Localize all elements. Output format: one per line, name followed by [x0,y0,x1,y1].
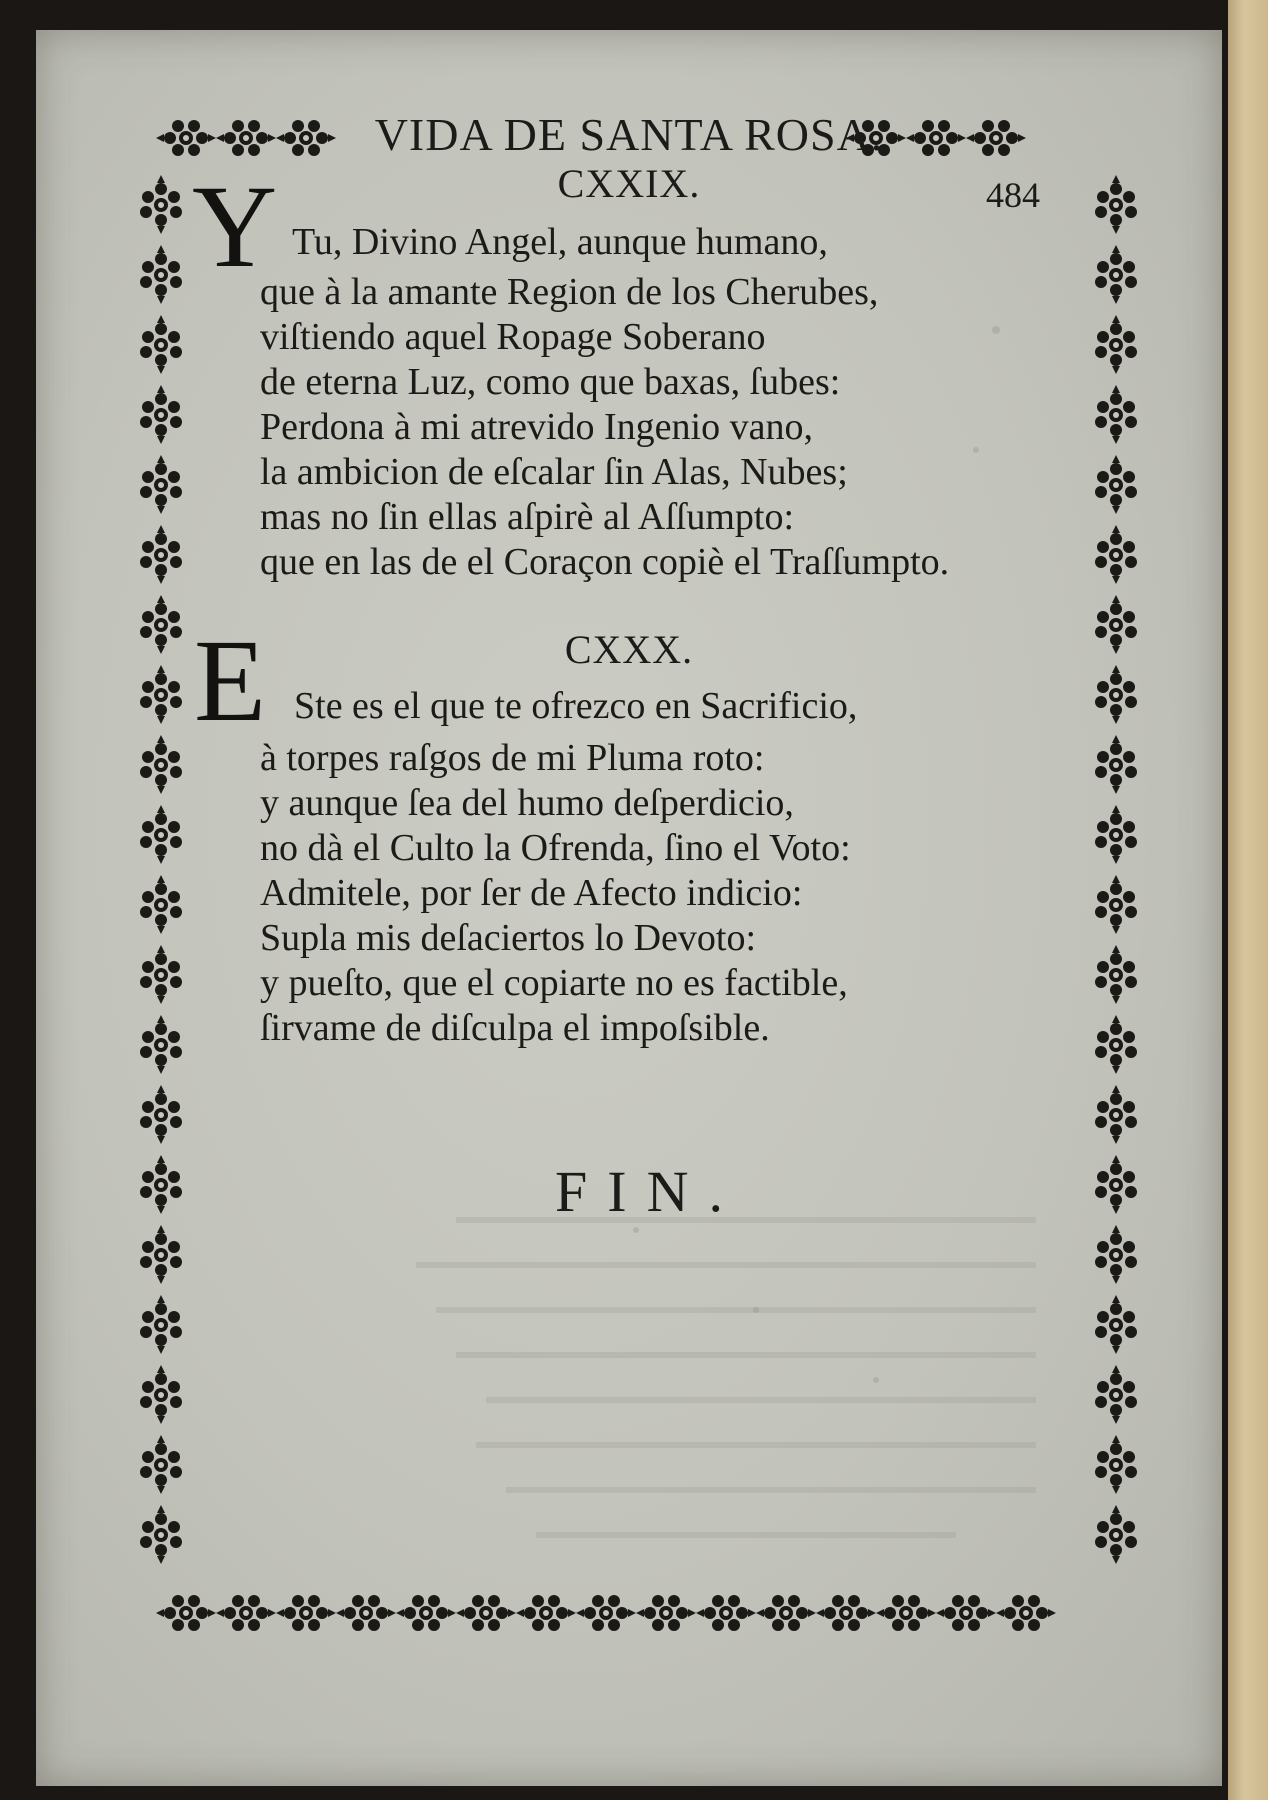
stanza-cxxix [260,270,1120,585]
verse-line: Admitele, por ſer de Afecto indicio: [260,872,803,914]
drop-cap: E [194,615,267,746]
verse-line: Ste es el que te ofrezco en Sacrificio, [294,685,858,727]
verse-line: la ambicion de eſcalar ſin Alas, Nubes; [260,451,848,493]
stanza-number: CXXIX. [557,161,701,206]
verse-line: Supla mis deſaciertos lo Devoto: [260,917,757,959]
verse-line: mas no ſin ellas aſpirè al Aſſumpto: [260,496,795,538]
verse-line: y pueſto, que el copiarte no es factible, [260,962,848,1004]
verse-line: que à la amante Region de los Cherubes, [260,271,879,313]
stanza-cxxx [260,736,1120,1051]
verse-line: que en las de el Coraçon copiè el Traſſumpto. [260,541,950,583]
page-number: 484 [986,175,1040,215]
drop-cap: Y [192,161,278,292]
verse-line: viſtiendo aquel Ropage Soberano [260,316,766,358]
book-spine-edge [1228,0,1268,1800]
verse-line: ſirvame de diſculpa el impoſsible. [260,1007,770,1049]
verse-line: de eterna Luz, como que baxas, ſubes: [260,361,841,403]
closing-fin: FIN. [555,1159,743,1224]
book-page [36,30,1222,1786]
stanza-number: CXXX. [564,627,694,672]
verse-line: Tu, Divino Angel, aunque humano, [292,221,828,263]
verse-line: no dà el Culto la Ofrenda, ſino el Voto: [260,827,851,869]
verse-line: à torpes raſgos de mi Pluma roto: [260,737,765,779]
verse-line: y aunque ſea del humo deſperdicio, [260,782,794,824]
running-head: VIDA DE SANTA ROSA. [374,109,884,160]
verse-line: Perdona à mi atrevido Ingenio vano, [260,406,813,448]
